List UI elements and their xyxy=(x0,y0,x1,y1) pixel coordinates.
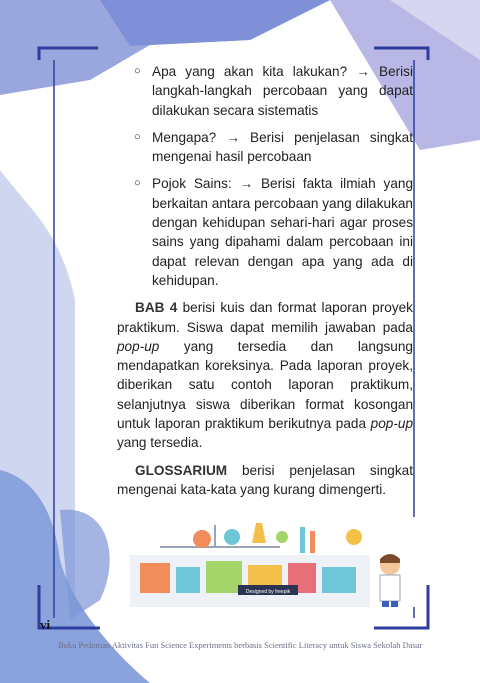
circle-bullet-icon: ○ xyxy=(134,130,141,143)
glossarium-lead: GLOSSARIUM xyxy=(135,462,228,478)
bullet-text: Apa yang akan kita lakukan? → Berisi langkah-langkah percobaan yang dapat dilakukan secara sistematis xyxy=(152,64,413,118)
bullet-item xyxy=(117,174,413,290)
illustration-credit: Designed by freepik xyxy=(245,589,291,595)
bab4-popup-term-1: pop-up xyxy=(117,338,160,354)
bullet-item xyxy=(117,128,413,167)
page-body xyxy=(117,62,413,507)
page-number: vi xyxy=(40,617,51,632)
footer-text: Buku Pedoman Aktivitas Fun Science Experiments berbasis Scientific Literacy untuk Siswa Sekolah Dasar xyxy=(58,640,423,650)
bab4-text-3: yang tersedia. xyxy=(117,435,203,451)
bab4-paragraph xyxy=(117,298,413,452)
bullet-text: Mengapa? → Berisi penjelasan singkat mengenai hasil percobaan xyxy=(152,129,413,165)
circle-bullet-icon: ○ xyxy=(134,65,141,77)
glossarium-text: berisi penjelasan singkat mengenai kata-kata yang kurang dimengerti. xyxy=(117,462,413,497)
bab4-popup-term-2: pop-up xyxy=(370,416,413,432)
laboratory-illustration xyxy=(130,517,420,607)
bab4-text-2: yang tersedia dan langsung mendapatkan koreksinya. Pada laporan proyek, diberikan satu contoh laporan praktikum, selanjutnya siswa diberikan format kosongan untuk laporan praktikum berikutnya pada xyxy=(117,338,413,432)
glossarium-paragraph xyxy=(117,461,413,500)
bab4-text-1: berisi kuis dan format laporan proyek praktikum. Siswa dapat memilih jawaban pada xyxy=(117,300,413,335)
bullet-item xyxy=(117,62,413,120)
circle-bullet-icon: ○ xyxy=(134,177,141,190)
bullet-text: Pojok Sains: → Berisi fakta ilmiah yang berkaitan antara percobaan yang dilakukan dengan kehidupan sehari-hari agar proses sains yang dipahami dalam percobaan ini dapat relevan dengan apa yang ada di kehidupan. xyxy=(152,176,413,288)
bab4-lead: BAB 4 xyxy=(135,300,178,316)
